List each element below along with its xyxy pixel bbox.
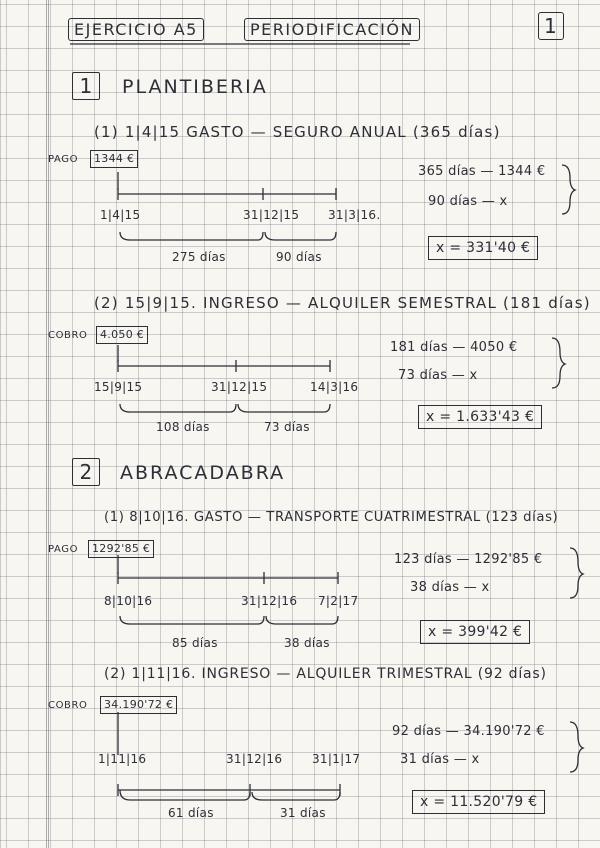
timeline-date: 31|1|17 — [312, 752, 361, 766]
timeline-date: 31|12|16 — [241, 594, 298, 608]
section-title: PLANTIBERIA — [122, 76, 268, 98]
proportion-line: 73 días — x — [398, 368, 478, 383]
item-label: (2) 1|11|16. INGRESO — ALQUILER TRIMESTRAL (92 días) — [104, 666, 547, 682]
result-box: x = 331'40 € — [428, 236, 538, 260]
page-number: 1 — [538, 12, 564, 40]
flow-label: PAGO — [48, 154, 79, 165]
amount-box: 1344 € — [90, 150, 138, 168]
item-label: (2) 15|9|15. INGRESO — ALQUILER SEMESTRAL (181 días) — [94, 294, 591, 312]
exercise-title: EJERCICIO A5 — [68, 18, 204, 41]
brace — [266, 616, 338, 624]
brace-right — [552, 338, 565, 388]
timeline-date: 14|3|16 — [310, 380, 359, 394]
proportion-line: 123 días — 1292'85 € — [394, 552, 543, 567]
result-box: x = 399'42 € — [420, 620, 530, 644]
proportion-line: 31 días — x — [400, 752, 480, 767]
flow-label: COBRO — [48, 330, 88, 341]
item-label: (1) 1|4|15 GASTO — SEGURO ANUAL (365 días) — [94, 123, 501, 141]
flow-label: PAGO — [48, 544, 79, 555]
days-count: 38 días — [284, 636, 330, 650]
days-count: 85 días — [172, 636, 218, 650]
brace — [120, 404, 236, 412]
brace — [120, 790, 250, 800]
proportion-line: 365 días — 1344 € — [418, 164, 546, 179]
exercise-subtitle: PERIODIFICACIÓN — [244, 18, 420, 41]
days-count: 31 días — [280, 806, 326, 820]
proportion-line: 181 días — 4050 € — [390, 340, 518, 355]
brace-right — [562, 165, 575, 214]
days-count: 73 días — [264, 420, 310, 434]
section-number: 1 — [72, 72, 100, 100]
timeline-date: 31|12|15 — [211, 380, 268, 394]
brace-right — [570, 548, 583, 598]
days-count: 90 días — [276, 250, 322, 264]
brace — [265, 232, 336, 240]
brace — [120, 616, 264, 624]
result-box: x = 1.633'43 € — [418, 405, 542, 429]
proportion-line: 90 días — x — [428, 194, 508, 209]
timeline-date: 31|3|16. — [328, 208, 381, 222]
section-number: 2 — [72, 458, 100, 486]
amount-box: 4.050 € — [96, 326, 148, 344]
days-count: 275 días — [172, 250, 226, 264]
timeline-date: 1|4|15 — [100, 208, 141, 222]
days-count: 61 días — [168, 806, 214, 820]
section-title: ABRACADABRA — [120, 462, 286, 484]
proportion-line: 38 días — x — [410, 580, 490, 595]
amount-box: 1292'85 € — [88, 540, 154, 558]
result-box: x = 11.520'79 € — [412, 790, 545, 814]
brace-right — [570, 722, 583, 772]
timeline-date: 15|9|15 — [94, 380, 143, 394]
timeline-date: 8|10|16 — [104, 594, 153, 608]
brace — [252, 792, 340, 800]
timeline-date: 7|2|17 — [318, 594, 359, 608]
amount-box: 34.190'72 € — [100, 696, 177, 714]
brace — [238, 404, 330, 412]
timeline-date: 31|12|15 — [243, 208, 300, 222]
flow-label: COBRO — [48, 700, 88, 711]
brace — [120, 232, 263, 240]
timeline-date: 1|11|16 — [98, 752, 147, 766]
item-label: (1) 8|10|16. GASTO — TRANSPORTE CUATRIMESTRAL (123 días) — [104, 510, 559, 525]
days-count: 108 días — [156, 420, 210, 434]
timeline-date: 31|12|16 — [226, 752, 283, 766]
proportion-line: 92 días — 34.190'72 € — [392, 724, 545, 739]
